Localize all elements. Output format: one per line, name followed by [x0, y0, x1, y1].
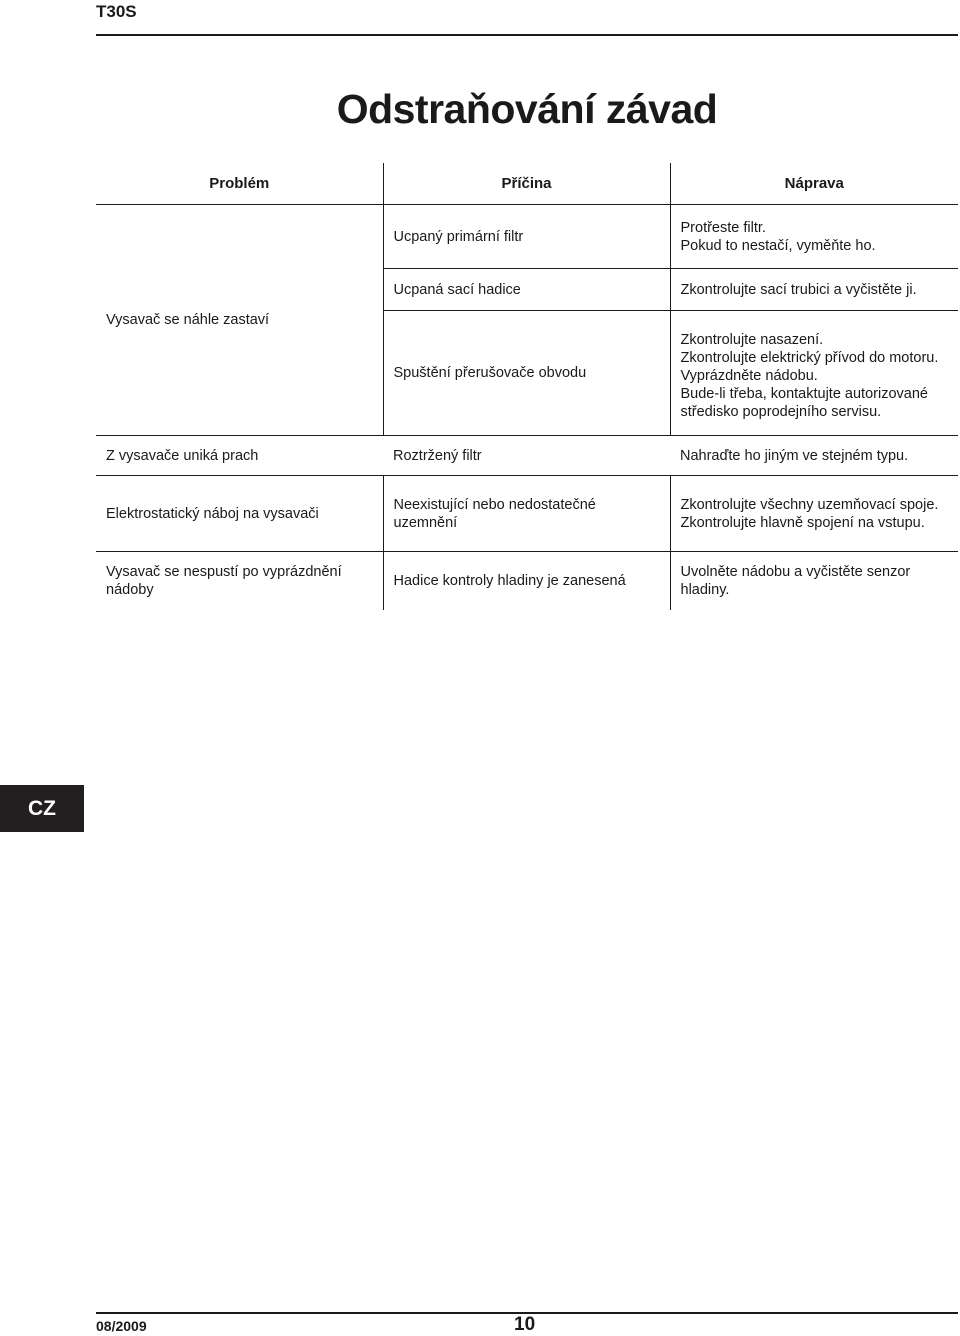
- remedy-cell: Nahraďte ho jiným ve stejném typu.: [670, 436, 958, 476]
- cause-cell: Neexistující nebo nedostatečné uzemnění: [383, 476, 670, 552]
- troubleshooting-table: [96, 163, 958, 610]
- remedy-cell: [670, 311, 958, 436]
- footer-date: 08/2009: [96, 1318, 147, 1334]
- remedy-cell: Zkontrolujte všechny uzemňovací spoje. Zkontrolujte hlavně spojení na vstupu.: [670, 476, 958, 552]
- remedy-line: Vyprázdněte nádobu.: [680, 368, 818, 384]
- remedy-line: Zkontrolujte elektrický přívod do motoru.: [680, 350, 939, 366]
- table-row: [96, 476, 958, 552]
- document-model: T30S: [96, 2, 137, 21]
- language-tab: CZ: [0, 785, 84, 832]
- remedy-cell: Zkontrolujte sací trubici a vyčistěte ji.: [670, 269, 958, 311]
- problem-cell: Vysavač se nespustí po vyprázdnění nádoby: [106, 563, 342, 598]
- page-title: Odstraňování závad: [336, 86, 718, 132]
- header-divider: [96, 34, 958, 36]
- problem-cell: Vysavač se náhle zastaví: [96, 205, 383, 436]
- problem-cell: Z vysavače uniká prach: [96, 436, 383, 476]
- table-header-row: [96, 163, 958, 205]
- cause-cell: Ucpaná sací hadice: [383, 269, 670, 311]
- header-remedy: Náprava: [670, 163, 958, 205]
- table-row: [96, 205, 958, 269]
- remedy-line: Pokud to nestačí, vyměňte ho.: [680, 237, 876, 254]
- header-problem: Problém: [96, 163, 383, 205]
- cause-cell: Ucpaný primární filtr: [383, 205, 670, 269]
- page-number: 10: [514, 1314, 536, 1335]
- remedy-line: Zkontrolujte nasazení.: [680, 332, 824, 348]
- cause-cell: Spuštění přerušovače obvodu: [383, 311, 670, 436]
- remedy-line: Bude-li třeba, kontaktujte autorizované středisko poprodejního servisu.: [680, 386, 928, 420]
- table-row: [96, 436, 958, 476]
- remedy-cell: [670, 205, 958, 269]
- remedy-line: Protřeste filtr.: [680, 219, 766, 236]
- problem-cell: Elektrostatický náboj na vysavači: [96, 476, 383, 552]
- table-row: [96, 552, 958, 610]
- header-cause: Příčina: [383, 163, 670, 205]
- cause-cell: Hadice kontroly hladiny je zanesená: [383, 552, 670, 610]
- cause-cell: Roztržený filtr: [383, 436, 670, 476]
- remedy-cell: Uvolněte nádobu a vyčistěte senzor hladiny.: [670, 552, 958, 610]
